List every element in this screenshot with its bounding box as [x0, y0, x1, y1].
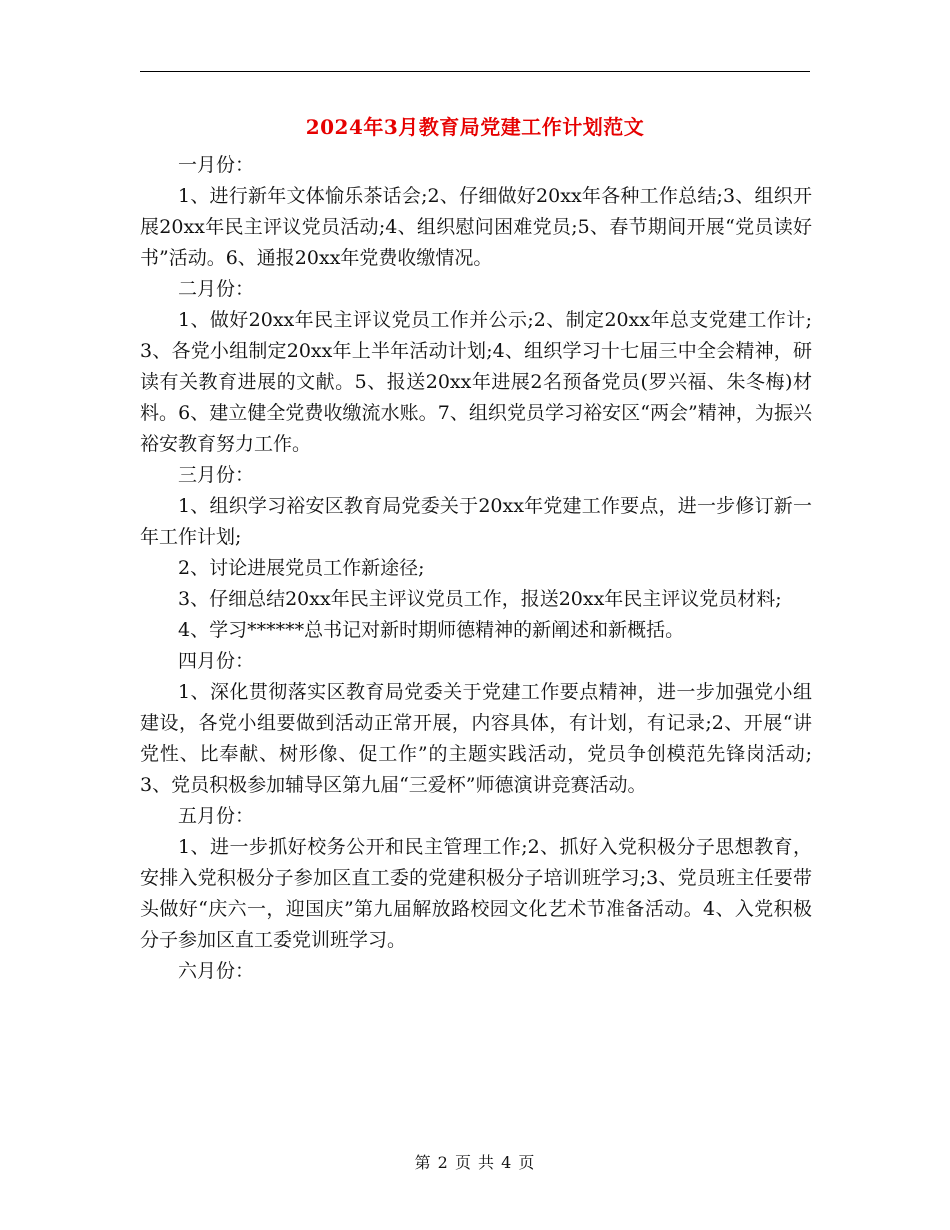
- document-title: 2024年3月教育局党建工作计划范文: [305, 115, 645, 139]
- paragraph: 1、深化贯彻落实区教育局党委关于党建工作要点精神，进一步加强党小组建设，各党小组要做到活动正常开展，内容具体，有计划，有记录;2、开展“讲党性、比奉献、树形像、促工作”的主题实践活动，党员争创模范先锋岗活动;3、党员积极参加辅导区第九届“三爱杯”师德演讲竞赛活动。: [140, 681, 812, 796]
- paragraph: 4、学习******总书记对新时期师德精神的新阐述和新概括。: [178, 619, 685, 641]
- paragraph: 1、进一步抓好校务公开和民主管理工作;2、抓好入党积极分子思想教育，安排入党积极分子参加区直工委的党建积极分子培训班学习;3、党员班主任要带头做好“庆六一，迎国庆”第九届解放路校园文化艺术节准备活动。4、入党积极分子参加区直工委党训班学习。: [140, 836, 812, 951]
- paragraph: 六月份：: [178, 960, 255, 982]
- paragraph: 3、仔细总结20xx年民主评议党员工作，报送20xx年民主评议党员材料;: [178, 588, 782, 610]
- paragraph: 二月份：: [178, 278, 255, 300]
- document-body: [140, 150, 812, 987]
- paragraph: 1、组织学习裕安区教育局党委关于20xx年党建工作要点，进一步修订新一年工作计划;: [140, 495, 812, 548]
- paragraph: 一月份：: [178, 154, 255, 176]
- paragraph: 2、讨论进展党员工作新途径;: [178, 557, 425, 579]
- paragraph: 1、做好20xx年民主评议党员工作并公示;2、制定20xx年总支党建工作计;3、各党小组制定20xx年上半年活动计划;4、组织学习十七届三中全会精神，研读有关教育进展的文献。5、报送20xx年进展2名预备党员(罗兴福、朱冬梅)材料。6、建立健全党费收缴流水账。7、组织党员学习裕安区“两会”精神，为振兴裕安教育努力工作。: [140, 309, 812, 455]
- paragraph: 三月份：: [178, 464, 255, 486]
- header-rule: [140, 71, 810, 72]
- paragraph: 四月份：: [178, 650, 255, 672]
- paragraph: 1、进行新年文体愉乐茶话会;2、仔细做好20xx年各种工作总结;3、组织开展20xx年民主评议党员活动;4、组织慰问困难党员;5、春节期间开展“党员读好书”活动。6、通报20xx年党费收缴情况。: [140, 185, 812, 269]
- paragraph: 五月份：: [178, 805, 255, 827]
- page-number-footer: 第 2 页 共 4 页: [414, 1153, 536, 1172]
